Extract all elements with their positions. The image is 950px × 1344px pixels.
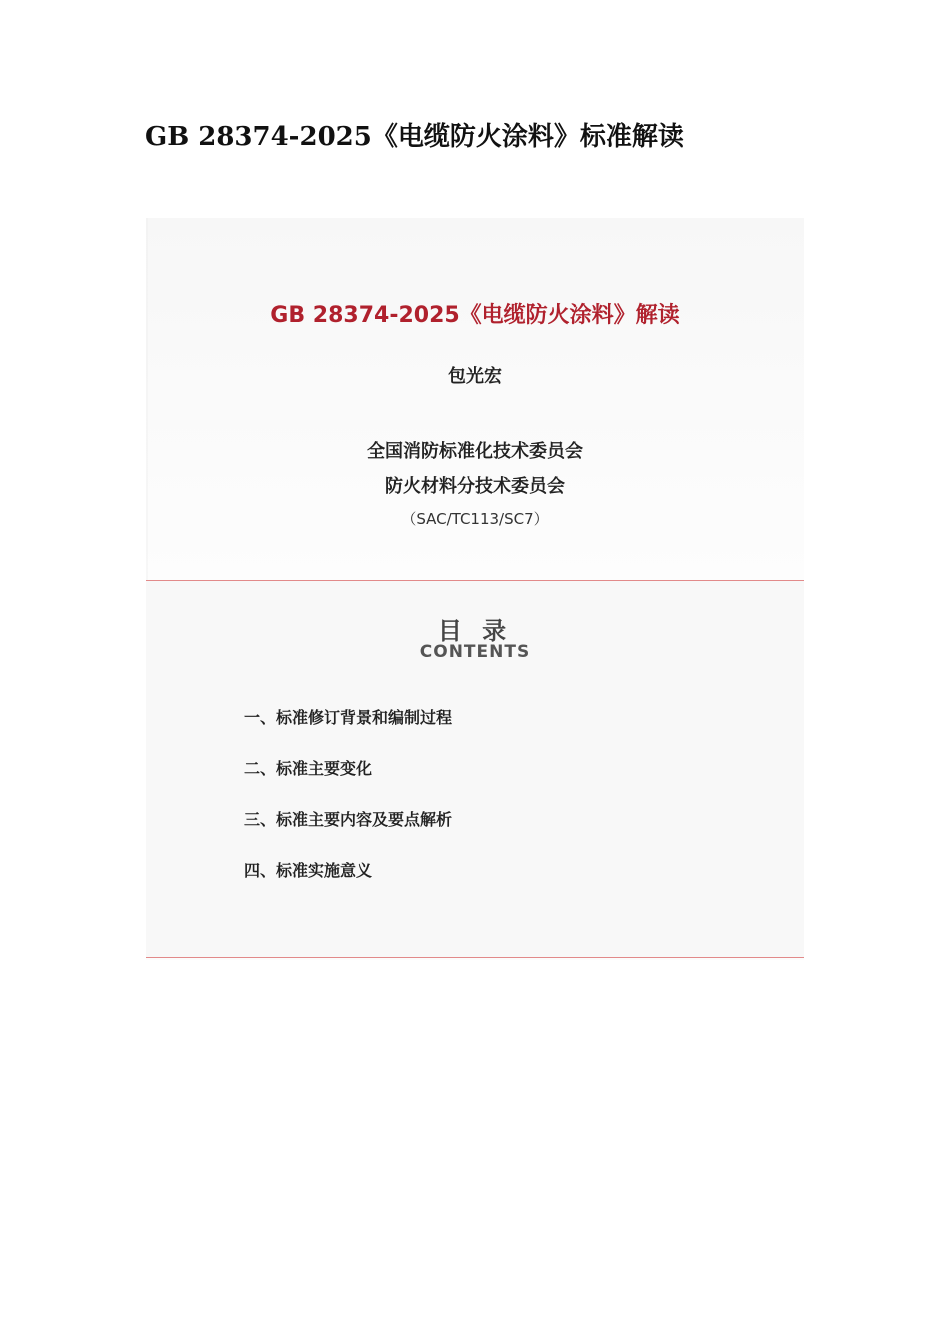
contents-item: 二、标准主要变化 xyxy=(244,759,373,778)
contents-item: 四、标准实施意义 xyxy=(244,861,373,880)
document-title: GB 28374-2025《电缆防火涂料》标准解读 xyxy=(145,122,684,152)
contents-list xyxy=(244,705,452,909)
cover-organization-line-2: 防火材料分技术委员会 xyxy=(385,476,565,497)
cover-committee-code: （SAC/TC113/SC7） xyxy=(401,510,549,528)
contents-subheading: CONTENTS xyxy=(419,642,531,662)
cover-organization-line-1: 全国消防标准化技术委员会 xyxy=(367,441,583,462)
cover-title: GB 28374-2025《电缆防火涂料》解读 xyxy=(270,303,680,328)
contents-slide xyxy=(146,581,804,957)
contents-item: 一、标准修订背景和编制过程 xyxy=(244,708,453,727)
slide-image xyxy=(146,218,804,960)
cover-slide xyxy=(146,218,804,580)
contents-item: 三、标准主要内容及要点解析 xyxy=(244,810,453,829)
contents-heading: 目 录 xyxy=(437,617,513,645)
divider xyxy=(146,957,804,958)
cover-author: 包光宏 xyxy=(448,366,502,387)
